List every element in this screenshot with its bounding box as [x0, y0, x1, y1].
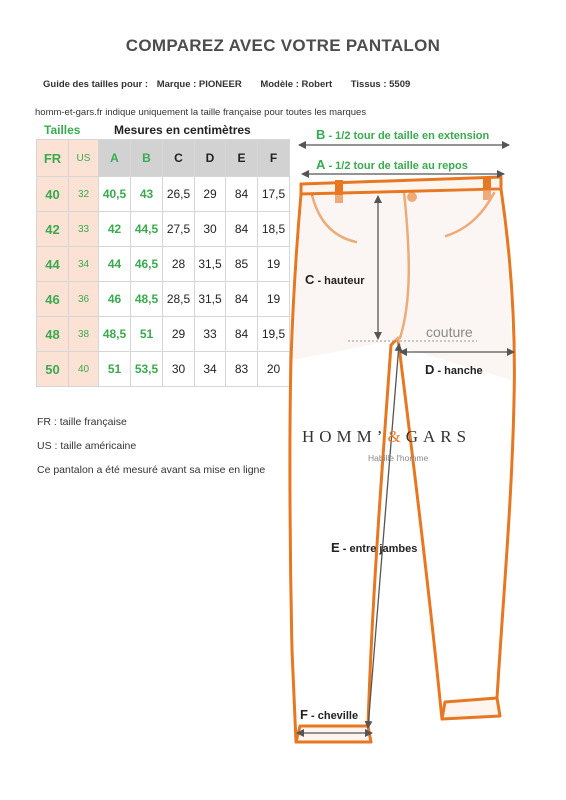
- note-us: US : taille américaine: [37, 440, 137, 452]
- brand-tagline: Habille l'homme: [368, 453, 429, 463]
- cell-a: 42: [99, 212, 131, 247]
- cell-e: 84: [226, 282, 258, 317]
- cell-us: 32: [69, 177, 99, 212]
- measure-d-label: D - hanche: [425, 362, 483, 377]
- cell-fr: 40: [37, 177, 69, 212]
- brand-logo: HOMM’&GARS: [302, 427, 472, 446]
- cell-f: 19: [258, 282, 290, 317]
- cell-e: 84: [226, 177, 258, 212]
- cell-a: 44: [99, 247, 131, 282]
- note-fr: FR : taille française: [37, 416, 127, 428]
- fabric-tissus: Tissus : 5509: [350, 79, 411, 90]
- cell-fr: 50: [37, 352, 69, 387]
- measure-a-label: A - 1/2 tour de taille au repos: [316, 157, 468, 172]
- cell-us: 36: [69, 282, 99, 317]
- cell-c: 30: [163, 352, 195, 387]
- cell-b: 46,5: [131, 247, 163, 282]
- cell-us: 38: [69, 317, 99, 352]
- page-title: COMPAREZ AVEC VOTRE PANTALON: [125, 36, 441, 55]
- header-us: US: [69, 140, 99, 177]
- measure-e-label: E - entre jambes: [331, 540, 418, 555]
- measure-e-arrow: [368, 344, 399, 728]
- cell-c: 26,5: [163, 177, 195, 212]
- cell-c: 28,5: [163, 282, 195, 317]
- tailles-label: Tailles: [44, 123, 81, 137]
- cell-d: 33: [195, 317, 226, 352]
- cell-f: 17,5: [258, 177, 290, 212]
- cell-fr: 46: [37, 282, 69, 317]
- cell-a: 48,5: [99, 317, 131, 352]
- cell-a: 51: [99, 352, 131, 387]
- cell-b: 51: [131, 317, 163, 352]
- measure-f-label: F - cheville: [300, 707, 359, 722]
- cell-f: 19,5: [258, 317, 290, 352]
- cell-b: 53,5: [131, 352, 163, 387]
- header-a: A: [99, 140, 131, 177]
- cell-c: 28: [163, 247, 195, 282]
- note-measured: Ce pantalon a été mesuré avant sa mise en ligne: [37, 464, 266, 476]
- cell-f: 20: [258, 352, 290, 387]
- header-b: B: [131, 140, 163, 177]
- cell-d: 34: [195, 352, 226, 387]
- cell-f: 18,5: [258, 212, 290, 247]
- couture-label: couture: [426, 324, 473, 340]
- cell-f: 19: [258, 247, 290, 282]
- cell-c: 27,5: [163, 212, 195, 247]
- brand-marque: Marque : PIONEER: [156, 79, 242, 90]
- model-modele: Modèle : Robert: [260, 79, 333, 90]
- cell-e: 84: [226, 317, 258, 352]
- cell-fr: 44: [37, 247, 69, 282]
- cell-d: 31,5: [195, 247, 226, 282]
- cell-e: 85: [226, 247, 258, 282]
- cell-b: 44,5: [131, 212, 163, 247]
- cell-a: 46: [99, 282, 131, 317]
- mesures-label: Mesures en centimètres: [114, 123, 251, 137]
- cell-d: 31,5: [195, 282, 226, 317]
- guide-label: Guide des tailles pour :: [43, 79, 149, 90]
- measure-b-label: B - 1/2 tour de taille en extension: [316, 127, 490, 142]
- cell-e: 83: [226, 352, 258, 387]
- cell-a: 40,5: [99, 177, 131, 212]
- cell-fr: 42: [37, 212, 69, 247]
- cell-d: 29: [195, 177, 226, 212]
- cell-fr: 48: [37, 317, 69, 352]
- measure-c-label: C - hauteur: [305, 272, 365, 287]
- header-c: C: [163, 140, 195, 177]
- cell-b: 48,5: [131, 282, 163, 317]
- cell-us: 34: [69, 247, 99, 282]
- cell-d: 30: [195, 212, 226, 247]
- cell-us: 40: [69, 352, 99, 387]
- cell-us: 33: [69, 212, 99, 247]
- cell-b: 43: [131, 177, 163, 212]
- header-e: E: [226, 140, 258, 177]
- cell-e: 84: [226, 212, 258, 247]
- header-f: F: [258, 140, 290, 177]
- header-fr: FR: [37, 140, 69, 177]
- cell-c: 29: [163, 317, 195, 352]
- intro-text: homm-et-gars.fr indique uniquement la taille française pour toutes les marques: [35, 107, 367, 118]
- header-d: D: [195, 140, 226, 177]
